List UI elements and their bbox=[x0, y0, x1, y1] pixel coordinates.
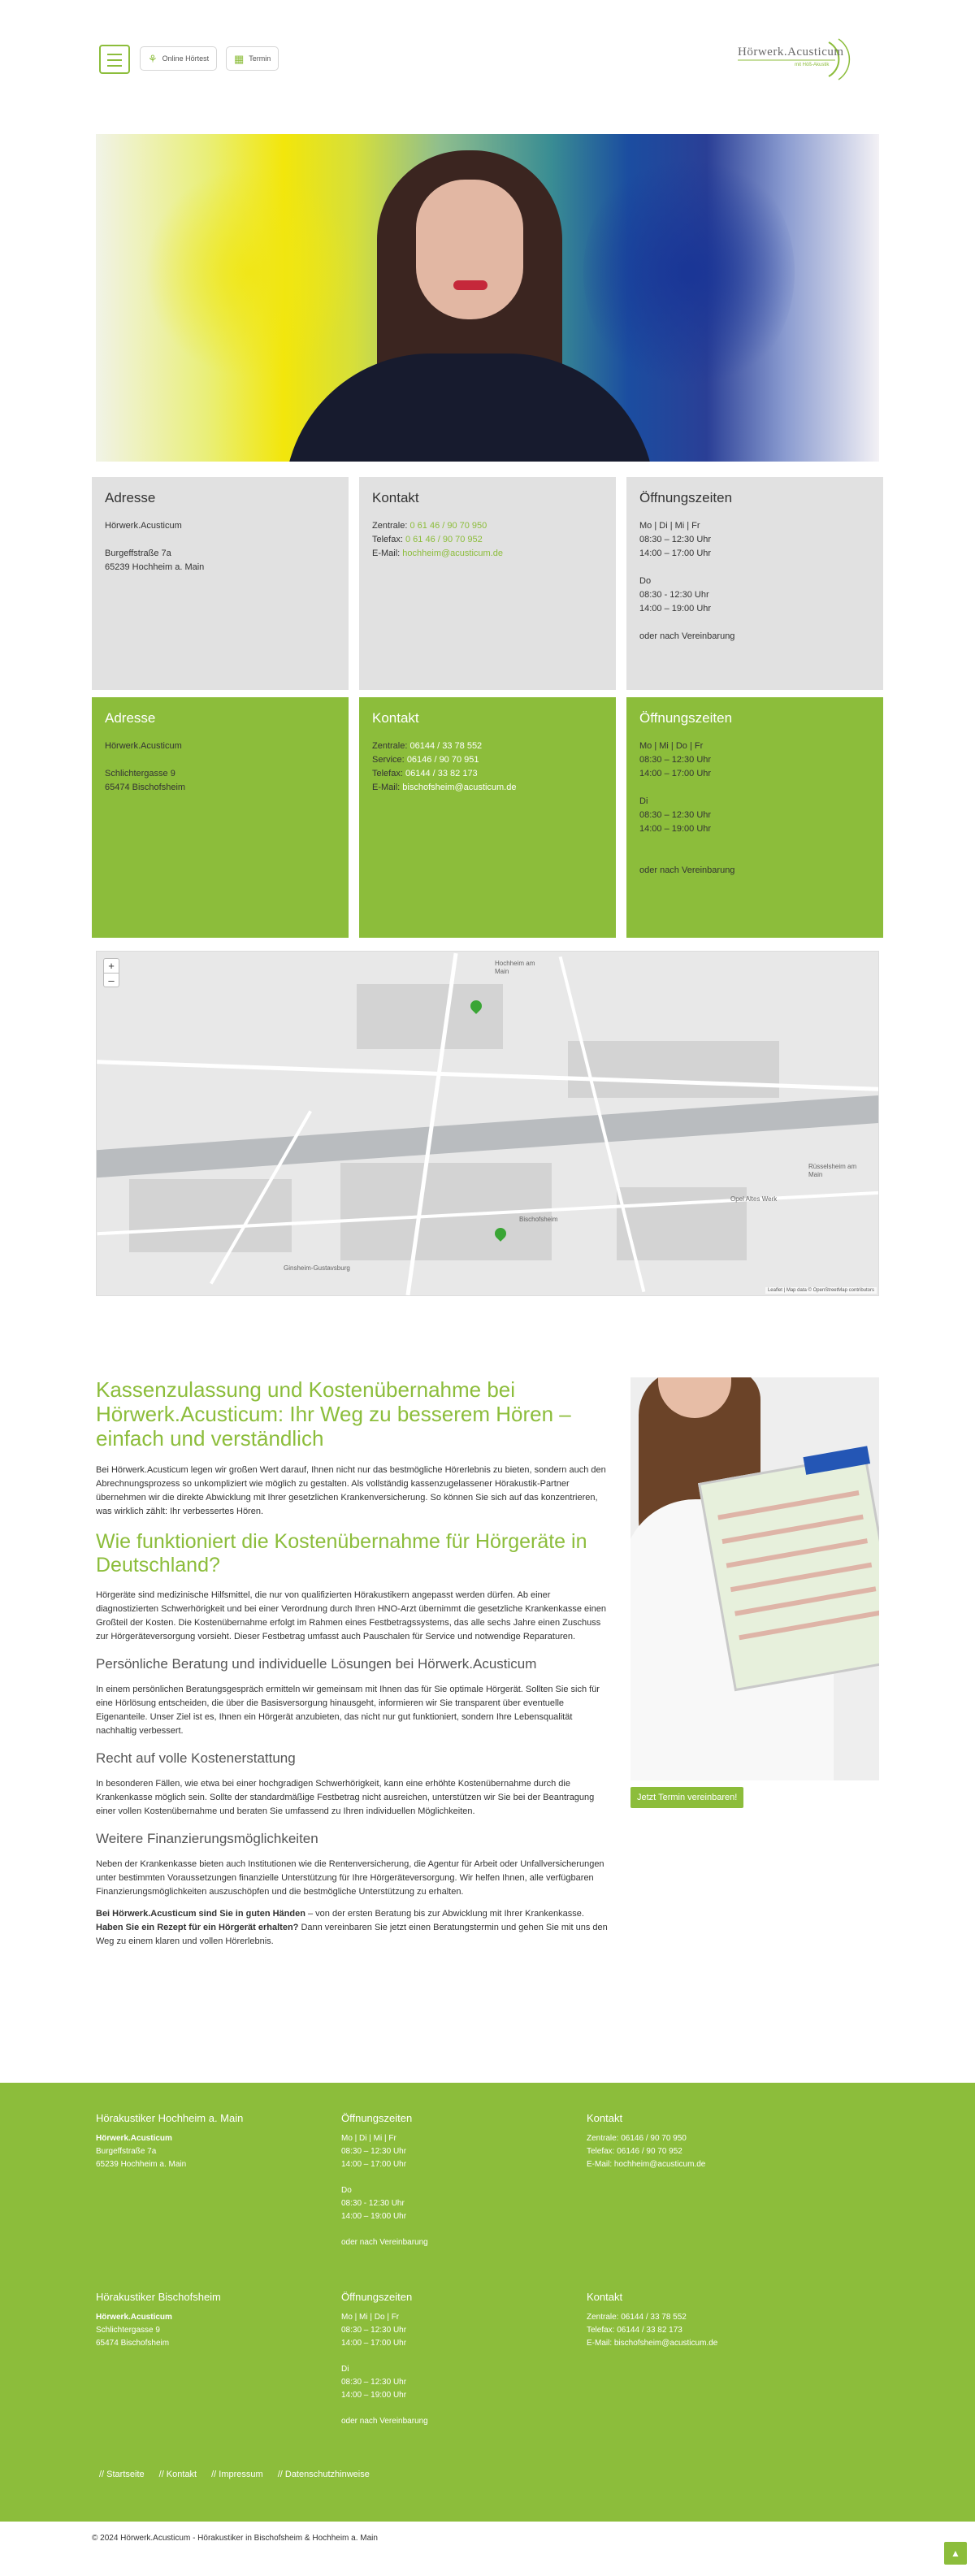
article-paragraph: Neben der Krankenkasse bieten auch Institutionen wie die Rentenversicherung, die Agentur für Arbeit oder Unfallversicherungen unter bestimmten Voraussetzungen finanzielle Unterstützung für Ihre Hörgeräteversorgung. Wir helfen Ihnen, alle verfügbaren Finanzierungsmöglichkeiten auszuschöpfen und die bestmögliche Unterstützung zu erhalten. bbox=[96, 1859, 604, 1897]
footer-link-datenschutz[interactable]: // Datenschutzhinweise bbox=[277, 2470, 370, 2479]
map-area bbox=[357, 984, 503, 1049]
form-row bbox=[730, 1563, 872, 1592]
footer-link-startseite[interactable]: // Startseite bbox=[99, 2470, 145, 2479]
footer bbox=[0, 2083, 975, 2522]
prescription-photo bbox=[630, 1377, 879, 1780]
color-splash-yellow bbox=[145, 167, 356, 378]
address-box-hochheim bbox=[92, 477, 349, 690]
footer-time: 14:00 – 17:00 Uhr bbox=[341, 2160, 407, 2169]
appointment-button[interactable]: Jetzt Termin vereinbaren! bbox=[630, 1787, 743, 1808]
map-label-ginsheim: Ginsheim-Gustavsburg bbox=[284, 1264, 350, 1272]
footer-time: 14:00 – 19:00 Uhr bbox=[341, 2391, 407, 2400]
fax-label: Telefax: bbox=[372, 535, 403, 544]
email-link[interactable]: bischofsheim@acusticum.de bbox=[402, 783, 517, 792]
footer-hours-hochheim bbox=[341, 2112, 569, 2249]
closing-bold: Bei Hörwerk.Acusticum sind Sie in guten Händen bbox=[96, 1909, 306, 1919]
footer-time: 08:30 - 12:30 Uhr bbox=[341, 2199, 405, 2208]
form-row bbox=[717, 1490, 859, 1520]
hours-time: 08:30 – 12:30 Uhr bbox=[639, 755, 712, 765]
address-street: Burgeffstraße 7a bbox=[105, 549, 171, 558]
footer-contact-hochheim bbox=[587, 2112, 814, 2171]
copyright: © 2024 Hörwerk.Acusticum - Hörakustiker in Bischofsheim & Hochheim a. Main bbox=[92, 2534, 378, 2543]
map-area bbox=[129, 1179, 292, 1252]
hours-box-hochheim bbox=[626, 477, 883, 690]
footer-days: Do bbox=[341, 2186, 352, 2195]
footer-heading: Öffnungszeiten bbox=[341, 2291, 413, 2303]
map-attribution: Leaflet | Map data © OpenStreetMap contributors bbox=[765, 1287, 877, 1294]
article-subheading: Recht auf volle Kostenerstattung bbox=[96, 1750, 296, 1766]
scroll-to-top-button[interactable] bbox=[944, 2542, 967, 2565]
footer-time: 14:00 – 17:00 Uhr bbox=[341, 2339, 407, 2348]
article bbox=[96, 1377, 613, 1957]
contact-box-hochheim bbox=[359, 477, 616, 690]
email-label: E-Mail: bbox=[372, 549, 401, 558]
termin-label: Termin bbox=[249, 54, 271, 63]
contact-title: Kontakt bbox=[372, 490, 419, 505]
online-hoertest-label: Online Hörtest bbox=[162, 54, 210, 63]
form-row bbox=[734, 1586, 876, 1615]
portrait-lips bbox=[453, 280, 488, 290]
closing-text: – von der ersten Beratung bis zur Abwicklung mit Ihrer Krankenkasse. bbox=[305, 1909, 584, 1919]
form-clip bbox=[803, 1446, 870, 1475]
footer-time: 14:00 – 19:00 Uhr bbox=[341, 2212, 407, 2221]
fax-label: Telefax: bbox=[372, 769, 403, 778]
footer-fax[interactable]: Telefax: 06146 / 90 70 952 bbox=[587, 2147, 682, 2156]
map-area bbox=[617, 1187, 747, 1260]
footer-nav bbox=[99, 2470, 370, 2479]
address-box-bischofsheim bbox=[92, 697, 349, 938]
hours-title: Öffnungszeiten bbox=[639, 710, 733, 726]
hours-time: 08:30 – 12:30 Uhr bbox=[639, 810, 712, 820]
service-link[interactable]: 06146 / 90 70 951 bbox=[406, 755, 479, 765]
footer-phone[interactable]: Zentrale: 06144 / 33 78 552 bbox=[587, 2313, 687, 2322]
article-title: Kassenzulassung und Kostenübernahme bei Hörwerk.Acusticum: Ihr Weg zu besserem Hören – einfach und verständlich bbox=[96, 1377, 571, 1451]
hours-note: oder nach Vereinbarung bbox=[639, 631, 735, 641]
article-paragraph: Bei Hörwerk.Acusticum legen wir großen Wert darauf, Ihnen nicht nur das bestmögliche Hörerlebnis zu bieten, sondern auch den Abrechnungsprozess so unkompliziert wie möglich zu gestalten. Als vollständig kassenzugelassener Hörakustik-Partner übernehmen wir die direkte Abwicklung mit Ihrer gesetzlichen Krankenversicherung. So können Sie sich auf das konzentrieren, was wirklich zählt: Ihr verbessertes Hören. bbox=[96, 1465, 606, 1516]
hours-days: Do bbox=[639, 576, 652, 586]
footer-city: 65239 Hochheim a. Main bbox=[96, 2160, 187, 2169]
phone-label: Zentrale: bbox=[372, 521, 408, 531]
hours-title: Öffnungszeiten bbox=[639, 490, 733, 505]
zoom-in-button[interactable]: + bbox=[108, 960, 115, 972]
footer-email[interactable]: E-Mail: bischofsheim@acusticum.de bbox=[587, 2339, 718, 2348]
footer-name: Hörwerk.Acusticum bbox=[96, 2313, 172, 2322]
contact-box-bischofsheim bbox=[359, 697, 616, 938]
article-paragraph-closing bbox=[96, 1907, 613, 1949]
article-paragraph: Hörgeräte sind medizinische Hilfsmittel, die nur von qualifizierten Hörakustikern angepasst werden dürfen. Ab einer diagnostizierten Schwerhörigkeit und bei einer Verordnung durch Ihren HNO-Arzt übernimmt die gesetzliche Krankenkasse einen Großteil der Kosten. Die Kostenübernahme erfolgt im Rahmen eines Festbetragssystems, das alle sechs Jahre einen Zuschuss zur Hörgeräteversorgung vorsieht. Dieser Festbetrag umfasst auch Pauschalen für Service und notwendige Reparaturen. bbox=[96, 1590, 606, 1641]
termin-button[interactable] bbox=[226, 46, 279, 71]
footer-time: 08:30 – 12:30 Uhr bbox=[341, 2147, 407, 2156]
hours-time: 14:00 – 19:00 Uhr bbox=[639, 604, 712, 614]
color-splash-blue bbox=[583, 150, 795, 394]
footer-time: 08:30 – 12:30 Uhr bbox=[341, 2378, 407, 2387]
location-map[interactable] bbox=[96, 951, 879, 1296]
address-title: Adresse bbox=[105, 490, 156, 505]
footer-contact-bischofsheim bbox=[587, 2291, 814, 2350]
article-subheading: Persönliche Beratung und individuelle Lösungen bei Hörwerk.Acusticum bbox=[96, 1656, 537, 1672]
zoom-out-button[interactable]: – bbox=[104, 973, 119, 987]
contact-title: Kontakt bbox=[372, 710, 419, 726]
hours-time: 14:00 – 17:00 Uhr bbox=[639, 769, 712, 778]
footer-heading: Hörakustiker Hochheim a. Main bbox=[96, 2112, 244, 2124]
footer-heading: Öffnungszeiten bbox=[341, 2112, 413, 2124]
footer-heading: Hörakustiker Bischofsheim bbox=[96, 2291, 221, 2303]
phone-label: Zentrale: bbox=[372, 741, 408, 751]
footer-address-hochheim bbox=[96, 2112, 323, 2171]
chevron-up-icon: ▲ bbox=[951, 2548, 960, 2559]
footer-hours-bischofsheim bbox=[341, 2291, 569, 2428]
article-subheading: Weitere Finanzierungsmöglichkeiten bbox=[96, 1831, 318, 1846]
logo-text: Hörwerk.Acusticum bbox=[738, 46, 844, 59]
hours-days: Mo | Mi | Do | Fr bbox=[639, 741, 704, 751]
hamburger-line bbox=[107, 59, 122, 61]
hours-days: Di bbox=[639, 796, 648, 806]
footer-street: Burgeffstraße 7a bbox=[96, 2147, 157, 2156]
map-label-bischofsheim: Bischofsheim bbox=[519, 1216, 558, 1223]
footer-address-bischofsheim bbox=[96, 2291, 323, 2350]
footer-phone[interactable]: Zentrale: 06146 / 90 70 950 bbox=[587, 2134, 687, 2143]
phone-link[interactable]: 0 61 46 / 90 70 950 bbox=[410, 521, 488, 531]
footer-days: Di bbox=[341, 2365, 349, 2374]
footer-note: oder nach Vereinbarung bbox=[341, 2417, 428, 2426]
fax-link[interactable]: 0 61 46 / 90 70 952 bbox=[405, 535, 483, 544]
footer-fax[interactable]: Telefax: 06144 / 33 82 173 bbox=[587, 2326, 682, 2335]
logo[interactable] bbox=[731, 36, 868, 81]
footer-email[interactable]: E-Mail: hochheim@acusticum.de bbox=[587, 2160, 706, 2169]
hours-time: 14:00 – 19:00 Uhr bbox=[639, 824, 712, 834]
portrait-face bbox=[416, 180, 523, 319]
footer-note: oder nach Vereinbarung bbox=[341, 2238, 428, 2247]
hours-note: oder nach Vereinbarung bbox=[639, 865, 735, 875]
map-area bbox=[568, 1041, 779, 1098]
phone-link[interactable]: 06144 / 33 78 552 bbox=[410, 741, 483, 751]
article-paragraph: In einem persönlichen Beratungsgespräch ermitteln wir gemeinsam mit Ihnen das für Sie optimale Hörgerät. Sollten Sie sich für eine Hörlösung entscheiden, die über die Basisversorgung hinausgeht, informieren wir Sie transparent über eventuelle Eigenanteile. Unser Ziel ist es, Ihnen ein Hörgerät anzubieten, das nicht nur gut funktioniert, sondern Ihre Lebensqualität nachhaltig verbessert. bbox=[96, 1685, 600, 1736]
online-hoertest-button[interactable] bbox=[140, 46, 217, 71]
portrait-body bbox=[284, 353, 655, 462]
address-name: Hörwerk.Acusticum bbox=[105, 741, 182, 751]
service-label: Service: bbox=[372, 755, 405, 765]
footer-link-impressum[interactable]: // Impressum bbox=[211, 2470, 263, 2479]
footer-days: Mo | Di | Mi | Fr bbox=[341, 2134, 396, 2143]
hamburger-line bbox=[107, 65, 122, 67]
hours-days: Mo | Di | Mi | Fr bbox=[639, 521, 700, 531]
map-label-russelsheim: Rüsselsheim am Main bbox=[808, 1163, 857, 1178]
map-zoom-control bbox=[103, 958, 119, 987]
footer-heading: Kontakt bbox=[587, 2291, 623, 2303]
logo-subtext: mit Höß-Akustik bbox=[795, 63, 830, 67]
hours-time: 08:30 – 12:30 Uhr bbox=[639, 535, 712, 544]
hero-image bbox=[96, 134, 879, 462]
footer-link-kontakt[interactable]: // Kontakt bbox=[158, 2470, 197, 2479]
address-street: Schlichtergasse 9 bbox=[105, 769, 176, 778]
hours-time: 08:30 - 12:30 Uhr bbox=[639, 590, 709, 600]
closing-text: Dann vereinbaren Sie jetzt einen Beratungstermin und gehen Sie mit uns den Weg zu einem klaren und vollen Hörerlebnis. bbox=[96, 1923, 608, 1946]
address-city: 65239 Hochheim a. Main bbox=[105, 562, 205, 572]
map-label-opel: Opel Altes Werk bbox=[730, 1195, 778, 1203]
article-heading: Wie funktioniert die Kostenübernahme für Hörgeräte in Deutschland? bbox=[96, 1530, 587, 1576]
calendar-icon: ▦ bbox=[234, 52, 245, 65]
article-paragraph: In besonderen Fällen, wie etwa bei einer hochgradigen Schwerhörigkeit, kann eine erhöhte Kostenübernahme durch die Krankenkasse möglich sein. Sollte der standardmäßige Festbetrag nicht ausreichen, unterstützen wir Sie bei der Beantragung einer vollen Kostenübernahme und beraten Sie umfassend zu Ihren individuellen Möglichkeiten. bbox=[96, 1779, 595, 1816]
closing-bold: Haben Sie ein Rezept für ein Hörgerät erhalten? bbox=[96, 1923, 299, 1932]
footer-city: 65474 Bischofsheim bbox=[96, 2339, 170, 2348]
address-city: 65474 Bischofsheim bbox=[105, 783, 186, 792]
fax-link[interactable]: 06144 / 33 82 173 bbox=[405, 769, 478, 778]
form-row bbox=[739, 1611, 879, 1640]
footer-time: 08:30 – 12:30 Uhr bbox=[341, 2326, 407, 2335]
form-row bbox=[726, 1538, 868, 1568]
hamburger-icon bbox=[107, 54, 122, 55]
footer-name: Hörwerk.Acusticum bbox=[96, 2134, 172, 2143]
footer-days: Mo | Mi | Do | Fr bbox=[341, 2313, 400, 2322]
hours-time: 14:00 – 17:00 Uhr bbox=[639, 549, 712, 558]
menu-button[interactable] bbox=[99, 45, 130, 74]
form-row bbox=[722, 1515, 863, 1544]
footer-heading: Kontakt bbox=[587, 2112, 623, 2124]
map-label-hochheim: Hochheim am Main bbox=[495, 960, 535, 975]
email-link[interactable]: hochheim@acusticum.de bbox=[402, 549, 503, 558]
address-name: Hörwerk.Acusticum bbox=[105, 521, 182, 531]
address-title: Adresse bbox=[105, 710, 156, 726]
footer-street: Schlichtergasse 9 bbox=[96, 2326, 160, 2335]
email-label: E-Mail: bbox=[372, 783, 401, 792]
hours-box-bischofsheim bbox=[626, 697, 883, 938]
ear-icon: ⚘ bbox=[148, 52, 158, 65]
